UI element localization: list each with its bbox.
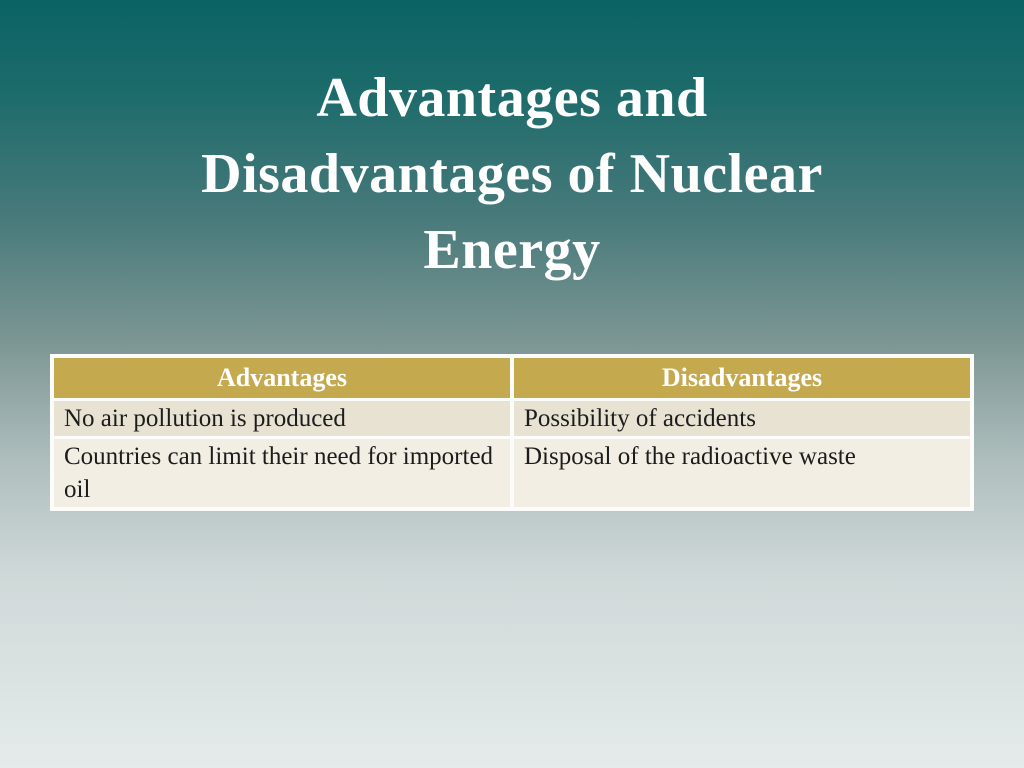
table-cell-advantage-2: Countries can limit their need for imported oil	[54, 439, 510, 507]
table-cell-advantage-1: No air pollution is produced	[54, 401, 510, 436]
slide-title	[0, 60, 1024, 288]
title-line-3: Energy	[423, 219, 601, 281]
title-line-1: Advantages and	[316, 67, 708, 129]
table-cell-disadvantage-1: Possibility of accidents	[514, 401, 970, 436]
title-line-2: Disadvantages of Nuclear	[201, 143, 823, 205]
advantages-disadvantages-table	[50, 354, 974, 511]
table-header-disadvantages: Disadvantages	[514, 358, 970, 398]
table-header-advantages: Advantages	[54, 358, 510, 398]
table-cell-disadvantage-2: Disposal of the radioactive waste	[514, 439, 970, 507]
